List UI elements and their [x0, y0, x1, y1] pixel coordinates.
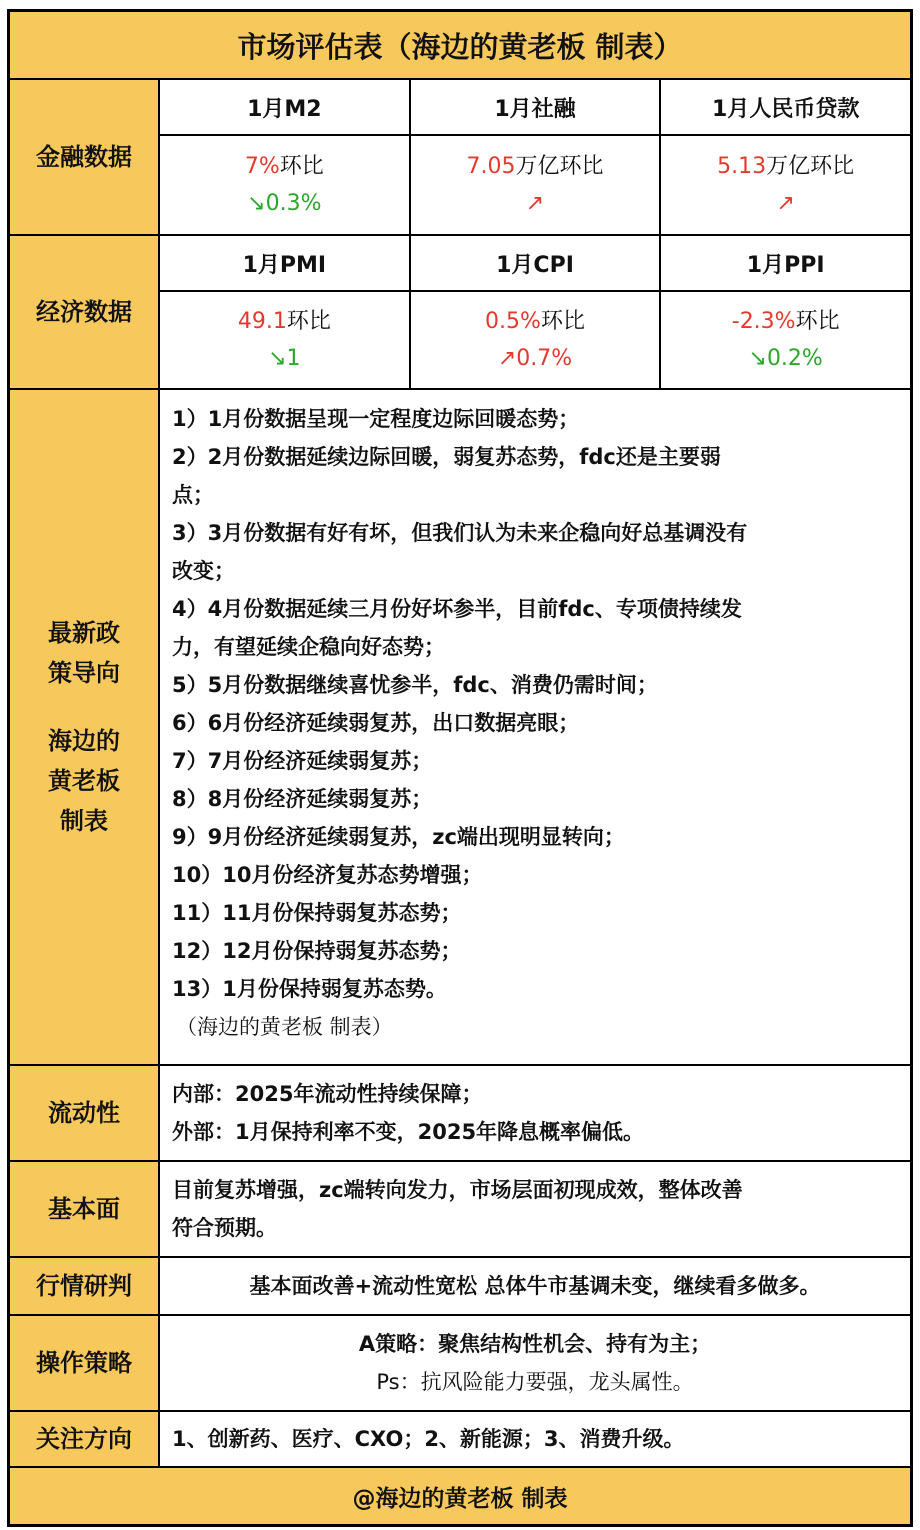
strategy-ps: Ps：抗风险能力要强，龙头属性。 [376, 1370, 694, 1394]
policy-note: （海边的黄老板 制表） [176, 1015, 393, 1039]
economic-data-row [10, 236, 910, 390]
value-number: 0.5% [485, 309, 541, 334]
trend-value: 0.7% [516, 346, 573, 371]
policy-label: 最新政 策导向 海边的 黄老板 制表 [10, 390, 160, 1064]
financial-data-grid [160, 80, 910, 234]
policy-row [10, 390, 910, 1066]
value-text: 万亿环比 [515, 154, 604, 179]
list-item: 8）8月份经济延续弱复苏； [172, 787, 433, 811]
fundamentals-label: 基本面 [10, 1162, 160, 1256]
trend-down-arrow-icon: ↘ [247, 191, 266, 216]
market-judgment-row [10, 1258, 910, 1316]
list-item: 13）1月份保持弱复苏态势。 [172, 977, 447, 1001]
fundamentals-content: 目前复苏增强，zc端转向发力，市场层面初现成效，整体改善 符合预期。 [172, 1178, 743, 1240]
trend-down [247, 185, 321, 222]
list-item: 1）1月份数据呈现一定程度边际回暖态势； [172, 407, 580, 431]
trend-down-arrow-icon: ↘ [268, 346, 287, 371]
value-ppi [661, 292, 910, 388]
market-judgment-content: 基本面改善+流动性宽松 总体牛市基调未变，继续看多做多。 [249, 1274, 821, 1298]
strategy-label: 操作策略 [10, 1316, 160, 1410]
financial-data-label: 金融数据 [10, 80, 160, 234]
economic-data-grid [160, 236, 910, 388]
header-ppi: 1月PPI [746, 252, 825, 278]
strategy-row [10, 1316, 910, 1412]
list-item: 9）9月份经济延续弱复苏，zc端出现明显转向； [172, 825, 625, 849]
value-text: 万亿环比 [766, 154, 855, 179]
trend-up-arrow-icon: ↗ [776, 191, 795, 216]
header-rmb-loans: 1月人民币贷款 [712, 96, 860, 122]
header-social-financing: 1月社融 [411, 80, 662, 134]
market-judgment-label: 行情研判 [10, 1258, 160, 1314]
list-item: 5）5月份数据继续喜忧参半，fdc、消费仍需时间； [172, 673, 658, 697]
value-cpi [411, 292, 662, 388]
value-text: 环比 [286, 309, 331, 334]
economic-data-label: 经济数据 [10, 236, 160, 388]
value-number: 49.1 [237, 309, 287, 334]
financial-data-row [10, 80, 910, 236]
trend-down-arrow-icon: ↘ [748, 346, 767, 371]
trend-value: 0.3% [265, 191, 322, 216]
trend-up [526, 185, 544, 222]
liquidity-row [10, 1066, 910, 1162]
value-number: 7% [244, 154, 280, 179]
strategy-content [160, 1316, 910, 1410]
fundamentals-row [10, 1162, 910, 1258]
list-item: 2）2月份数据延续边际回暖，弱复苏态势，fdc还是主要弱 [172, 445, 721, 469]
strategy-a: A策略：聚焦结构性机会、持有为主； [358, 1332, 712, 1356]
trend-up-arrow-icon: ↗ [497, 346, 517, 371]
list-item: 7）7月份经济延续弱复苏； [172, 749, 433, 773]
value-text: 环比 [795, 309, 840, 334]
liquidity-external: 外部：1月保持利率不变，2025年降息概率偏低。 [172, 1120, 645, 1144]
liquidity-content [160, 1066, 910, 1160]
value-pmi [160, 292, 411, 388]
list-item: 改变； [172, 559, 235, 583]
liquidity-internal: 内部：2025年流动性持续保障； [172, 1082, 483, 1106]
value-text: 环比 [279, 154, 324, 179]
value-number: 5.13 [717, 154, 767, 179]
value-number: -2.3% [731, 309, 796, 334]
value-rmb-loans [661, 136, 910, 234]
market-assessment-table [7, 9, 913, 1527]
focus-label: 关注方向 [10, 1412, 160, 1466]
list-item: 6）6月份经济延续弱复苏，出口数据亮眼； [172, 711, 580, 735]
trend-up [498, 340, 572, 377]
list-item: 3）3月份数据有好有坏，但我们认为未来企稳向好总基调没有 [172, 521, 748, 545]
liquidity-label: 流动性 [10, 1066, 160, 1160]
table-footer: @海边的黄老板 制表 [10, 1468, 910, 1524]
table-title: 市场评估表（海边的黄老板 制表） [10, 12, 910, 80]
trend-value: 1 [286, 346, 301, 371]
value-number: 7.05 [466, 154, 516, 179]
list-item: 12）12月份保持弱复苏态势； [172, 939, 462, 963]
trend-down [268, 340, 300, 377]
list-item: 11）11月份保持弱复苏态势； [172, 901, 462, 925]
header-pmi: 1月PMI [160, 236, 411, 290]
trend-up [776, 185, 794, 222]
list-item: 点； [172, 483, 214, 507]
value-m2 [160, 136, 411, 234]
value-social-financing [411, 136, 662, 234]
focus-content: 1、创新药、医疗、CXO；2、新能源；3、消费升级。 [172, 1427, 685, 1451]
trend-down [749, 340, 823, 377]
trend-up-arrow-icon: ↗ [525, 191, 545, 216]
trend-value: 0.2% [766, 346, 823, 371]
focus-row [10, 1412, 910, 1468]
list-item: 10）10月份经济复苏态势增强； [172, 863, 483, 887]
policy-list [160, 390, 910, 1064]
value-text: 环比 [540, 309, 585, 334]
list-item: 4）4月份数据延续三月份好坏参半，目前fdc、专项债持续发 [172, 597, 742, 621]
list-item: 力，有望延续企稳向好态势； [172, 635, 445, 659]
header-m2: 1月M2 [160, 80, 411, 134]
header-cpi: 1月CPI [411, 236, 662, 290]
